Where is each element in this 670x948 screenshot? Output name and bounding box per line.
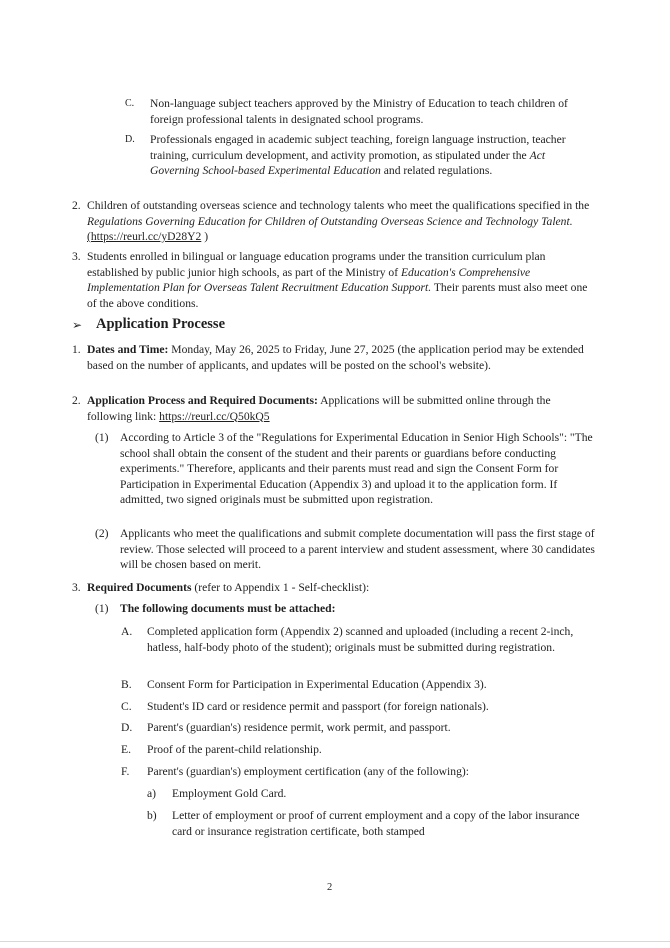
- page-edge-divider: [0, 941, 670, 942]
- item-marker: B.: [121, 678, 132, 691]
- document-item-f-a: [147, 786, 597, 802]
- document-item-f: [121, 764, 596, 780]
- process-item-1: [72, 342, 592, 373]
- eligibility-item-d: [125, 132, 595, 179]
- regulations-link[interactable]: (https://reurl.cc/yD28Y2: [87, 230, 202, 243]
- document-item-f-b: [147, 808, 597, 839]
- item-marker: D.: [121, 721, 133, 734]
- document-item-b: [121, 677, 596, 693]
- process-item-3-1: [95, 601, 595, 617]
- item-text: Non-language subject teachers approved by the Ministry of Education to teach children of foreign professional talents in designated school programs.: [150, 97, 568, 126]
- item-text: Dates and Time: Monday, May 26, 2025 to Friday, June 27, 2025 (the application period may be extended based on the number of applicants, and updates will be posted on the school's website).: [87, 343, 584, 372]
- item-marker: A.: [121, 625, 133, 638]
- application-link[interactable]: https://reurl.cc/Q50kQ5: [159, 409, 270, 423]
- item-text: Student's ID card or residence permit and passport (for foreign nationals).: [147, 700, 489, 713]
- item-marker: C.: [121, 700, 132, 713]
- page-number: 2: [327, 882, 333, 893]
- item-text: Students enrolled in bilingual or language education programs under the transition curriculum plan established by public junior high schools, as part of the Ministry of Education's Comprehensive Implementation Plan for Overseas Talent Recruitment Education Support. Their parents must also meet one of the above conditions.: [87, 250, 588, 310]
- item-marker: a): [147, 787, 157, 800]
- item-marker: E.: [121, 743, 131, 756]
- item-marker: C.: [125, 98, 135, 109]
- eligibility-item-3: [72, 249, 594, 311]
- item-text: Letter of employment or proof of current employment and a copy of the labor insurance card or insurance registration certificate, both stamped: [172, 809, 580, 838]
- document-item-d: [121, 720, 596, 736]
- item-marker: 2.: [72, 199, 81, 212]
- eligibility-item-c: [125, 96, 595, 127]
- arrow-icon: ➢: [72, 318, 83, 332]
- item-marker: 3.: [72, 581, 81, 594]
- item-marker: F.: [121, 765, 130, 778]
- item-text: Children of outstanding overseas science and technology talents who meet the qualifications specified in the Regulations Governing Education for Children of Outstanding Overseas Science and Technology Talent. (https://reurl.cc/yD28Y2 ): [87, 199, 590, 243]
- item-text: Consent Form for Participation in Experimental Education (Appendix 3).: [147, 678, 487, 691]
- item-text: Parent's (guardian's) residence permit, work permit, and passport.: [147, 721, 451, 734]
- item-text: Completed application form (Appendix 2) scanned and uploaded (including a recent 2-inch, hatless, half-body photo of the student); originals must be submitted during registration.: [147, 625, 574, 654]
- item-text: Employment Gold Card.: [172, 787, 287, 800]
- document-item-e: [121, 742, 596, 758]
- item-marker: (2): [95, 527, 109, 540]
- item-marker: (1): [95, 602, 109, 615]
- item-marker: 2.: [72, 394, 81, 407]
- item-marker: D.: [125, 134, 135, 145]
- item-text: Proof of the parent-child relationship.: [147, 743, 322, 756]
- process-item-3: [72, 580, 592, 596]
- item-text: According to Article 3 of the "Regulations for Experimental Education in Senior High Schools": "The school shall obtain the consent of the student and their parents or guardians before conducting experiments." Therefore, applicants and their parents must read and sign the Consent Form for Participation in Experimental Education (Appendix 3) and upload it to the application form. If admitted, two signed originals must be submitted upon registration.: [120, 431, 593, 506]
- item-text: Applicants who meet the qualifications and submit complete documentation will pass the first stage of review. Those selected will proceed to a parent interview and student assessment, where 30 candidates will be chosen based on merit.: [120, 527, 595, 571]
- item-text: Professionals engaged in academic subject teaching, foreign language instruction, teacher training, curriculum development, and activity promotion, as stipulated under the Act Governing School-based Experimental Education and related regulations.: [150, 133, 566, 177]
- item-text: The following documents must be attached:: [120, 602, 336, 615]
- process-item-2-2: [95, 526, 595, 573]
- item-marker: 3.: [72, 250, 81, 263]
- item-marker: (1): [95, 431, 109, 444]
- item-text: Parent's (guardian's) employment certification (any of the following):: [147, 765, 469, 778]
- document-item-c: [121, 699, 596, 715]
- process-item-2-1: [95, 430, 595, 508]
- item-text: Application Process and Required Documents: Applications will be submitted online through the following link: https://reurl.cc/Q50kQ5: [87, 394, 551, 423]
- item-marker: b): [147, 809, 157, 822]
- item-text: Required Documents (refer to Appendix 1 - Self-checklist):: [87, 581, 370, 594]
- document-item-a: [121, 624, 596, 655]
- eligibility-item-2: [72, 198, 594, 245]
- item-marker: 1.: [72, 343, 81, 356]
- section-title: Application Processe: [96, 316, 226, 332]
- process-item-2: [72, 393, 592, 424]
